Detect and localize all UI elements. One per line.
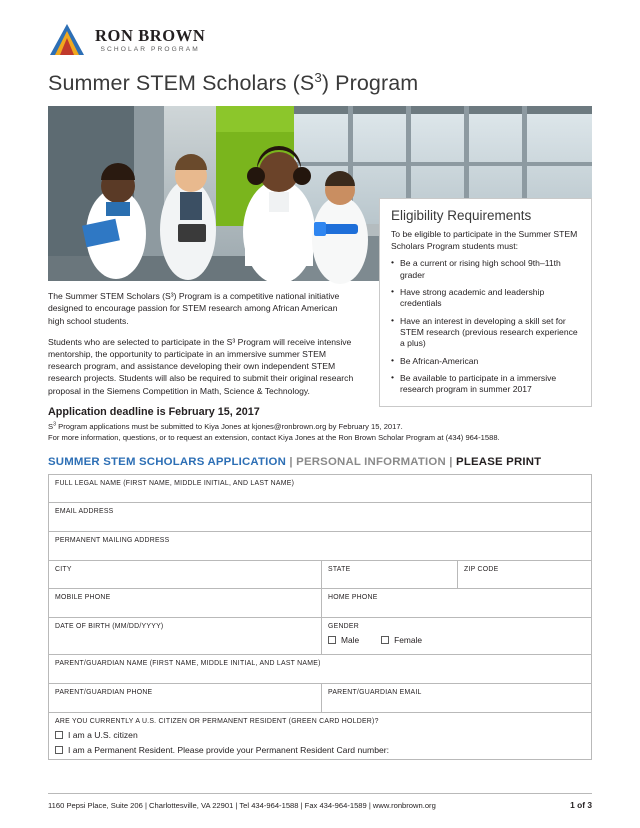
page-title-superscript: 3 xyxy=(314,70,322,85)
page-title-suffix: ) Program xyxy=(321,71,419,96)
page-title xyxy=(48,70,592,96)
field-label: STATE xyxy=(328,565,351,573)
field-label: PERMANENT MAILING ADDRESS xyxy=(55,536,170,544)
list-item: • Have strong academic and leadership credentials xyxy=(391,287,580,310)
form-row-full-name xyxy=(49,475,591,504)
field-gender xyxy=(322,618,591,655)
form-row-parent-contact xyxy=(49,684,591,713)
field-full-name[interactable] xyxy=(49,475,591,503)
gender-female-label: Female xyxy=(394,635,423,646)
intro-paragraph-1: The Summer STEM Scholars (S³) Program is a competitive national initiative designed to encourage passion for STEM research among African American high school students. xyxy=(48,291,340,326)
contact-note: For more information, questions, or to request an extension, contact Kiya Jones at the Ron Brown Scholar Program at (434) 964-1588. xyxy=(48,432,500,442)
form-row-parent-name xyxy=(49,655,591,684)
field-label: GENDER xyxy=(328,622,359,630)
brand-header xyxy=(48,0,592,56)
field-label: PARENT/GUARDIAN NAME (FIRST NAME, MIDDLE INITIAL, AND LAST NAME) xyxy=(55,660,321,668)
eligibility-title: Eligibility Requirements xyxy=(391,208,532,224)
gender-male-label: Male xyxy=(341,635,360,646)
field-label: MOBILE PHONE xyxy=(55,594,111,602)
submission-note xyxy=(48,421,592,443)
field-home-phone[interactable] xyxy=(322,589,591,617)
field-parent-guardian-name[interactable] xyxy=(49,655,591,683)
submission-note-prefix: S xyxy=(48,421,54,431)
field-label: PARENT/GUARDIAN PHONE xyxy=(55,688,153,696)
form-row-phones xyxy=(49,589,591,618)
citizenship-option-1-label: I am a U.S. citizen xyxy=(68,730,138,741)
checkbox-permanent-resident-icon[interactable] xyxy=(55,746,63,754)
checkbox-male-icon[interactable] xyxy=(328,636,336,644)
section-title-personal-info: PERSONAL INFORMATION xyxy=(296,455,446,468)
field-city[interactable] xyxy=(49,561,322,589)
intro-paragraph-2: Students who are selected to participate in the S³ Program will receive intensive mentorship, the opportunity to participate in an immersive summer STEM research program, and assistance developing their own independent STEM research projects. Students will also be required to submit their original research proposal in the Siemens Competition in Math, Science & Technology. xyxy=(48,336,354,396)
field-state[interactable] xyxy=(322,561,458,589)
field-mobile-phone[interactable] xyxy=(49,589,322,617)
field-label: DATE OF BIRTH (MM/DD/YYYY) xyxy=(55,622,164,630)
intro-copy xyxy=(48,290,355,397)
application-section-title xyxy=(48,456,592,468)
field-date-of-birth[interactable] xyxy=(49,618,322,655)
application-deadline xyxy=(48,406,592,418)
citizenship-option-us-citizen[interactable] xyxy=(55,730,585,740)
section-title-please-print: PLEASE PRINT xyxy=(456,455,542,468)
field-label: CITY xyxy=(55,565,72,573)
field-citizenship xyxy=(49,713,591,760)
gender-option-male[interactable] xyxy=(328,635,359,645)
ron-brown-triangle-logo-icon xyxy=(48,22,86,60)
submission-note-body: Program applications must be submitted to Kiya Jones at kjones@ronbrown.org by February 15, 2017. xyxy=(56,421,403,431)
submission-note-superscript: 3 xyxy=(53,421,57,428)
field-label: FULL LEGAL NAME (FIRST NAME, MIDDLE INITIAL, AND LAST NAME) xyxy=(55,479,295,487)
field-permanent-mailing-address[interactable] xyxy=(49,532,591,560)
section-title-application: SUMMER STEM SCHOLARS APPLICATION xyxy=(48,455,287,468)
field-label: ARE YOU CURRENTLY A U.S. CITIZEN OR PERMANENT RESIDENT (GREEN CARD HOLDER)? xyxy=(55,717,379,725)
form-row-mailing-address xyxy=(49,532,591,561)
brand-name: RON BROWN xyxy=(95,25,206,45)
page-number: 1 of 3 xyxy=(570,800,592,810)
gender-options xyxy=(328,635,585,645)
field-email-address[interactable] xyxy=(49,503,591,531)
citizenship-option-2-label: I am a Permanent Resident. Please provide your Permanent Resident Card number: xyxy=(68,745,389,756)
section-title-separator-1: | xyxy=(286,455,297,468)
field-label: HOME PHONE xyxy=(328,594,378,602)
checkbox-us-citizen-icon[interactable] xyxy=(55,731,63,739)
field-label: ZIP CODE xyxy=(464,565,499,573)
eligibility-intro: To be eligible to participate in the Summer STEM Scholars Program students must: xyxy=(391,229,578,251)
list-item: • Have an interest in developing a skill set for STEM research (previous research experience a plus) xyxy=(391,316,580,350)
page-footer xyxy=(48,793,592,810)
citizenship-option-permanent-resident[interactable] xyxy=(55,745,585,755)
gender-option-female[interactable] xyxy=(381,635,422,645)
form-row-citizenship xyxy=(49,713,591,761)
section-title-separator-2: | xyxy=(445,455,457,468)
field-parent-guardian-email[interactable] xyxy=(322,684,591,712)
form-row-dob-gender xyxy=(49,618,591,656)
list-item: • Be a current or rising high school 9th–11th grader xyxy=(391,258,580,281)
eligibility-requirements-box xyxy=(379,198,592,407)
list-item: • Be African-American xyxy=(391,356,580,367)
form-row-email xyxy=(49,503,591,532)
deadline-text: Application deadline is February 15, 2017 xyxy=(48,405,260,418)
brand-tagline: SCHOLAR PROGRAM xyxy=(100,46,200,54)
field-parent-guardian-phone[interactable] xyxy=(49,684,322,712)
list-item: • Be available to participate in a immersive research program in summer 2017 xyxy=(391,373,580,396)
page-title-prefix: Summer STEM Scholars (S xyxy=(48,71,315,96)
footer-contact-info: 1160 Pepsi Place, Suite 206 | Charlottesville, VA 22901 | Tel 434-964-1588 | Fax 434-964-1589 | www.ronbrown.org xyxy=(48,801,436,810)
field-label: PARENT/GUARDIAN EMAIL xyxy=(328,688,422,696)
field-zip-code[interactable] xyxy=(458,561,591,589)
field-label: EMAIL ADDRESS xyxy=(55,508,114,516)
personal-information-form xyxy=(48,474,592,760)
form-row-city-state-zip xyxy=(49,561,591,590)
checkbox-female-icon[interactable] xyxy=(381,636,389,644)
eligibility-list xyxy=(391,258,580,395)
